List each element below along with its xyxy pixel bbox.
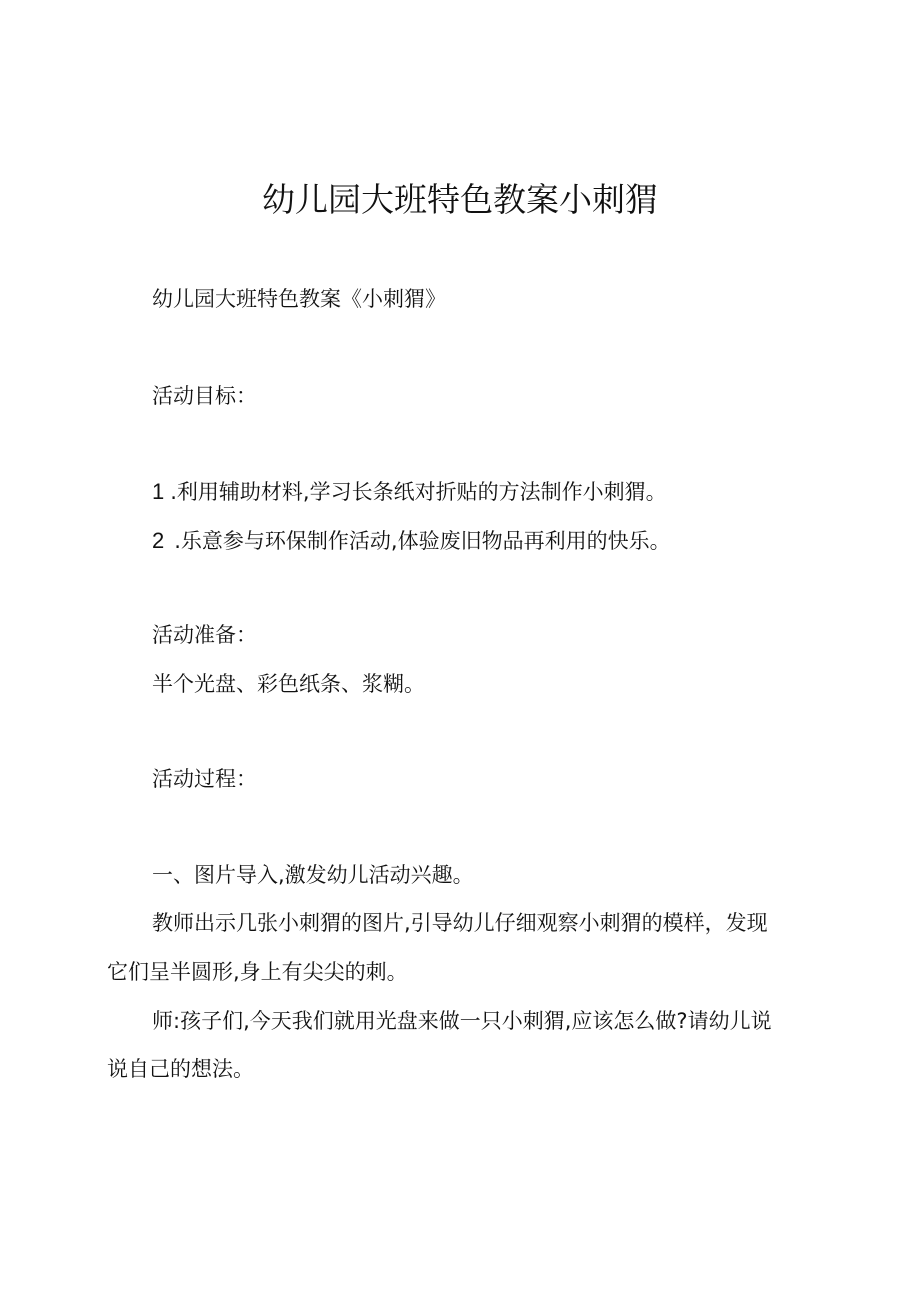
paragraph-line: 它们呈半圆形,身上有尖尖的刺。	[107, 960, 408, 984]
prep-text: 半个光盘、彩色纸条、浆糊。	[152, 672, 425, 696]
prep-heading: 活动准备：	[152, 623, 257, 647]
document-title: 幼儿园大班特色教案小刺猬	[262, 180, 658, 219]
step1-heading: 一、图片导入,激发幼儿活动兴趣。	[152, 863, 474, 887]
goal-text: .乐意参与环保制作活动,体验废旧物品再利用的快乐。	[174, 529, 671, 553]
paragraph-line: 师:孩子们,今天我们就用光盘来做一只小刺猬,应该怎么做?请幼儿说	[152, 1009, 772, 1033]
goals-heading: 活动目标：	[152, 384, 257, 408]
document-subtitle: 幼儿园大班特色教案《小刺猬》	[152, 287, 446, 311]
process-heading: 活动过程：	[152, 767, 257, 791]
goal-item	[152, 527, 671, 555]
goal-number: 1	[152, 479, 165, 504]
paragraph-line: 说自己的想法。	[107, 1057, 254, 1081]
goal-item	[152, 478, 667, 506]
paragraph-line: 教师出示几张小刺猬的图片,引导幼儿仔细观察小刺猬的模样，发现	[152, 911, 768, 935]
goal-text: .利用辅助材料,学习长条纸对折贴的方法制作小刺猬。	[170, 480, 667, 504]
goal-number: 2	[152, 528, 165, 553]
